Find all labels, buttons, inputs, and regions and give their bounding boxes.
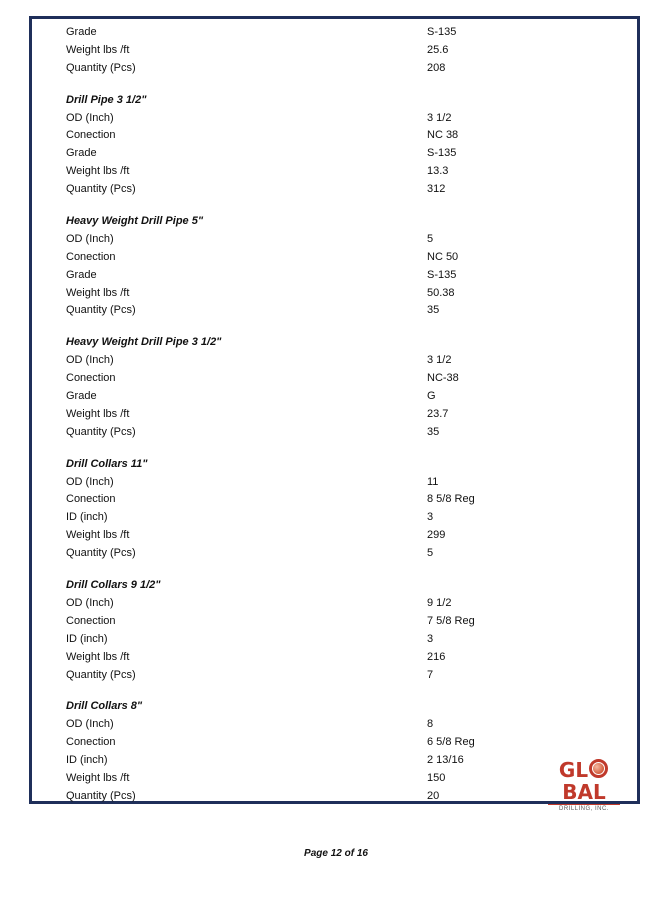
spec-value: 35 — [427, 304, 440, 317]
spec-value: 7 5/8 Reg — [427, 614, 475, 627]
spec-value: 150 — [427, 771, 446, 784]
spec-label: Quantity (Pcs) — [66, 61, 136, 74]
spec-row — [66, 545, 626, 563]
spec-row — [66, 424, 626, 442]
spec-row — [66, 613, 626, 631]
spec-label: Weight lbs /ft — [66, 650, 130, 663]
spec-label: ID (inch) — [66, 754, 108, 767]
spec-row — [66, 302, 626, 320]
spec-row — [66, 42, 626, 60]
spec-row — [66, 388, 626, 406]
spec-label: Quantity (Pcs) — [66, 304, 136, 317]
spec-row — [66, 716, 626, 734]
spec-section — [66, 92, 626, 199]
spec-row — [66, 60, 626, 78]
section-title: Drill Pipe 3 1/2" — [66, 93, 147, 106]
spec-label: OD (Inch) — [66, 111, 114, 124]
spec-value: 7 — [427, 668, 434, 681]
spec-label: Weight lbs /ft — [66, 286, 130, 299]
section-title: Drill Collars 9 1/2" — [66, 579, 161, 592]
spec-row — [66, 667, 626, 685]
spec-label: ID (inch) — [66, 511, 108, 524]
spec-value: 299 — [427, 529, 446, 542]
spec-row — [66, 267, 626, 285]
spec-label: OD (Inch) — [66, 232, 114, 245]
spec-row — [66, 127, 626, 145]
spec-row — [66, 163, 626, 181]
spec-value: 5 — [427, 547, 434, 560]
spec-label: Weight lbs /ft — [66, 771, 130, 784]
spec-value: 9 1/2 — [427, 596, 452, 609]
spec-label: Weight lbs /ft — [66, 407, 130, 420]
spec-row — [66, 231, 626, 249]
spec-label: OD (Inch) — [66, 475, 114, 488]
spec-section — [66, 577, 626, 684]
spec-label: Weight lbs /ft — [66, 529, 130, 542]
spec-row — [66, 509, 626, 527]
logo-text-right: BAL — [562, 780, 606, 804]
spec-row — [66, 752, 626, 770]
spec-value: G — [427, 390, 436, 403]
spec-row — [66, 249, 626, 267]
spec-value: NC 38 — [427, 129, 459, 142]
logo-wordmark — [543, 759, 625, 803]
spec-section — [66, 334, 626, 441]
spec-value: 11 — [427, 475, 439, 488]
spec-label: Quantity (Pcs) — [66, 668, 136, 681]
spec-label: Quantity (Pcs) — [66, 183, 136, 196]
company-logo — [543, 759, 625, 813]
spec-label: Grade — [66, 268, 97, 281]
section-title: Heavy Weight Drill Pipe 5" — [66, 215, 204, 228]
section-title: Drill Collars 8" — [66, 700, 143, 713]
spec-value: 20 — [427, 789, 440, 802]
spec-value: NC 50 — [427, 250, 459, 263]
spec-row — [66, 145, 626, 163]
spec-row — [66, 788, 626, 806]
spec-list — [66, 24, 626, 820]
spec-label: Conection — [66, 493, 116, 506]
spec-section — [66, 24, 626, 78]
spec-label: Conection — [66, 614, 116, 627]
spec-value: 3 — [427, 511, 434, 524]
spec-label: Conection — [66, 129, 116, 142]
spec-section — [66, 213, 626, 320]
spec-row — [66, 285, 626, 303]
spec-label: OD (Inch) — [66, 354, 114, 367]
spec-value: 208 — [427, 61, 446, 74]
spec-row — [66, 370, 626, 388]
logo-subtitle: DRILLING, INC. — [548, 804, 620, 813]
spec-value: 35 — [427, 425, 440, 438]
spec-section — [66, 456, 626, 563]
spec-label: Grade — [66, 390, 97, 403]
spec-label: Conection — [66, 372, 116, 385]
spec-value: 5 — [427, 232, 434, 245]
spec-value: 3 1/2 — [427, 354, 452, 367]
spec-row — [66, 181, 626, 199]
spec-label: Grade — [66, 147, 97, 160]
spec-value: 23.7 — [427, 407, 449, 420]
spec-label: Quantity (Pcs) — [66, 789, 136, 802]
spec-value: 25.6 — [427, 43, 449, 56]
spec-value: 312 — [427, 183, 446, 196]
spec-value: 2 13/16 — [427, 754, 464, 767]
globe-icon — [589, 759, 608, 778]
section-title: Heavy Weight Drill Pipe 3 1/2" — [66, 336, 222, 349]
spec-label: Grade — [66, 26, 97, 38]
spec-label: ID (inch) — [66, 632, 108, 645]
spec-value: S-135 — [427, 268, 457, 281]
spec-value: NC-38 — [427, 372, 459, 385]
spec-label: Conection — [66, 736, 116, 749]
spec-value: 216 — [427, 650, 446, 663]
spec-label: Weight lbs /ft — [66, 43, 130, 56]
spec-row — [66, 649, 626, 667]
section-title: Drill Collars 11" — [66, 457, 148, 470]
spec-row — [66, 474, 626, 492]
spec-value: 3 — [427, 632, 434, 645]
spec-label: Quantity (Pcs) — [66, 425, 136, 438]
spec-row — [66, 110, 626, 128]
spec-row — [66, 491, 626, 509]
spec-row — [66, 406, 626, 424]
spec-label: OD (Inch) — [66, 718, 114, 731]
spec-value: 8 5/8 Reg — [427, 493, 475, 506]
page-number: Page 12 of 16 — [304, 848, 368, 859]
spec-label: Conection — [66, 250, 116, 263]
spec-value: 13.3 — [427, 165, 449, 178]
spec-value: 8 — [427, 718, 434, 731]
spec-row — [66, 734, 626, 752]
spec-label: Weight lbs /ft — [66, 165, 130, 178]
spec-section — [66, 698, 626, 805]
spec-value: S-135 — [427, 147, 457, 160]
spec-row — [66, 24, 626, 42]
spec-value: 6 5/8 Reg — [427, 736, 475, 749]
spec-row — [66, 631, 626, 649]
spec-label: Quantity (Pcs) — [66, 547, 136, 560]
spec-value: S-135 — [427, 26, 457, 38]
spec-value: 3 1/2 — [427, 111, 452, 124]
spec-value: 50.38 — [427, 286, 455, 299]
logo-text-left: GL — [558, 758, 589, 782]
spec-row — [66, 352, 626, 370]
spec-label: OD (Inch) — [66, 596, 114, 609]
spec-row — [66, 527, 626, 545]
spec-row — [66, 770, 626, 788]
spec-row — [66, 595, 626, 613]
